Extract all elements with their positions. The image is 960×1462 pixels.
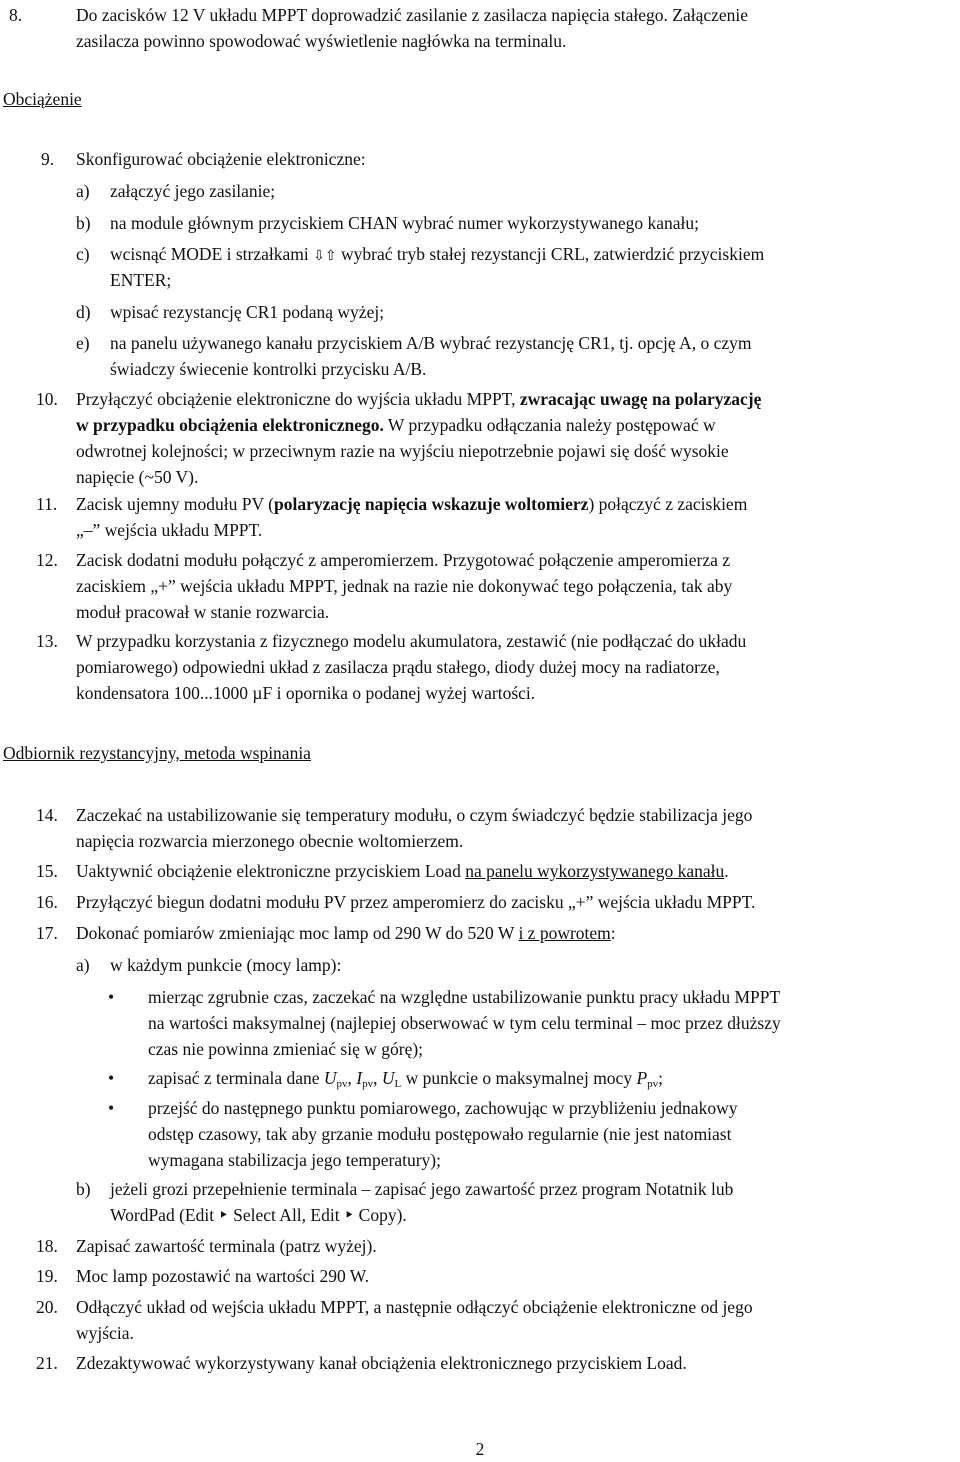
step-text: Przyłączyć obciążenie elektroniczne do wyjścia układu MPPT, xyxy=(76,389,520,409)
substep-label: a) xyxy=(76,955,90,975)
var-subscript: pv xyxy=(336,1078,348,1090)
bullet-text: na wartości maksymalnej (najlepiej obserwować w tym celu terminal – moc przez dłuższy xyxy=(148,1013,781,1033)
var-symbol: P xyxy=(636,1068,648,1088)
var-subscript: pv xyxy=(647,1078,659,1090)
step-text: Skonfigurować obciążenie elektroniczne: xyxy=(76,149,366,169)
step-underlined: i z powrotem xyxy=(518,923,611,943)
arrow-keys-icon: ⇩⇧ xyxy=(313,248,337,264)
step-text: zasilacza powinno spowodować wyświetlenie nagłówka na terminalu. xyxy=(76,31,567,51)
step-text: moduł pracował w stanie rozwarcia. xyxy=(76,602,330,622)
substep-text: w każdym punkcie (mocy lamp): xyxy=(110,955,342,975)
step-text: Zapisać zawartość terminala (patrz wyżej). xyxy=(76,1236,377,1256)
step-number: 13. xyxy=(36,631,58,651)
section-heading-load: Obciążenie xyxy=(3,89,82,109)
step-number: 21. xyxy=(36,1353,58,1373)
var-symbol: U xyxy=(381,1068,395,1088)
step-number: 15. xyxy=(36,861,58,881)
substep-label: d) xyxy=(76,302,91,322)
substep-text: wcisnąć MODE i strzałkami xyxy=(110,244,309,264)
step-number: 16. xyxy=(36,892,58,912)
bullet-text: , xyxy=(347,1068,357,1088)
step-text: pomiarowego) odpowiedni układ z zasilacza prądu stałego, diody dużej mocy na radiatorze, xyxy=(76,657,720,677)
step-text: Zacisk ujemny modułu PV ( xyxy=(76,494,274,514)
step-text: zaciskiem „+” wejścia układu MPPT, jednak na razie nie dokonywać tego połączenia, tak aby xyxy=(76,576,733,596)
step-number: 10. xyxy=(36,389,58,409)
step-number: 19. xyxy=(36,1266,58,1286)
step-emphasis: polaryzację napięcia wskazuje woltomierz xyxy=(274,494,589,514)
bullet-mark: • xyxy=(108,987,115,1007)
step-text: Odłączyć układ od wejścia układu MPPT, a następnie odłączyć obciążenie elektroniczne od jego xyxy=(76,1297,753,1317)
step-text: Zdezaktywować wykorzystywany kanał obciążenia elektronicznego przyciskiem Load. xyxy=(76,1353,687,1373)
substep-text: ENTER; xyxy=(110,270,172,290)
step-text: Moc lamp pozostawić na wartości 290 W. xyxy=(76,1266,370,1286)
substep-label: b) xyxy=(76,213,91,233)
step-text: Uaktywnić obciążenie elektroniczne przyciskiem Load xyxy=(76,861,466,881)
bullet-text: mierząc zgrubnie czas, zaczekać na względne ustabilizowanie punktu pracy układu MPPT xyxy=(148,987,781,1007)
bullet-text: ; xyxy=(658,1068,664,1088)
step-number: 9. xyxy=(41,149,55,169)
var-subscript: pv xyxy=(362,1078,374,1090)
step-text: napięcia rozwarcia mierzonego obecnie woltomierzem. xyxy=(76,831,464,851)
substep-label: b) xyxy=(76,1179,91,1199)
bullet-text: przejść do następnego punktu pomiarowego, zachowując w przybliżeniu jednakowy xyxy=(148,1098,738,1118)
step-number: 17. xyxy=(36,923,58,943)
step-text: wyjścia. xyxy=(76,1323,134,1343)
substep-text: na module głównym przyciskiem CHAN wybrać numer wykorzystywanego kanału; xyxy=(110,213,700,233)
step-number: 20. xyxy=(36,1297,58,1317)
bullet-text: , xyxy=(373,1068,382,1088)
step-text: odwrotnej kolejności; w przeciwnym razie na wyjściu niepotrzebnie pojawi się dość wysokie xyxy=(76,441,729,461)
step-text: napięcie (~50 V). xyxy=(76,467,199,487)
step-text: Dokonać pomiarów zmieniając moc lamp od 290 W do 520 W xyxy=(76,923,519,943)
step-text: Zaczekać na ustabilizowanie się temperatury modułu, o czym świadczyć będzie stabilizacja jego xyxy=(76,805,753,825)
step-number: 12. xyxy=(36,550,58,570)
substep-text: wpisać rezystancję CR1 podaną wyżej; xyxy=(110,302,385,322)
step-text: kondensatora 100...1000 µF i opornika o podanej wyżej wartości. xyxy=(76,683,536,703)
step-text: : xyxy=(610,923,616,943)
substep-text: świadczy świecenie kontrolki przycisku A/B. xyxy=(110,359,427,379)
step-number: 11. xyxy=(36,494,58,514)
bullet-text: zapisać z terminala dane xyxy=(148,1068,324,1088)
substep-label: a) xyxy=(76,181,90,201)
substep-text: jeżeli grozi przepełnienie terminala – zapisać jego zawartość przez program Notatnik lub xyxy=(110,1179,734,1199)
step-text: Zacisk dodatni modułu połączyć z amperomierzem. Przygotować połączenie amperomierza z xyxy=(76,550,731,570)
step-text: W przypadku odłączania należy postępować w xyxy=(383,415,716,435)
step-text: Do zacisków 12 V układu MPPT doprowadzić zasilanie z zasilacza napięcia stałego. Załączenie xyxy=(76,5,749,25)
substep-label: e) xyxy=(76,333,90,353)
bullet-text: w punkcie o maksymalnej mocy xyxy=(401,1068,637,1088)
substep-label: c) xyxy=(76,244,90,264)
step-number: 18. xyxy=(36,1236,58,1256)
bullet-text: czas nie powinna zmieniać się w górę); xyxy=(148,1039,424,1059)
step-text: Przyłączyć biegun dodatni modułu PV przez amperomierz do zacisku „+” wejścia układu MPPT. xyxy=(76,892,756,912)
var-subscript: L xyxy=(394,1078,402,1090)
bullet-mark: • xyxy=(108,1068,115,1088)
step-underlined: na panelu wykorzystywanego kanału xyxy=(465,861,725,881)
step-emphasis: w przypadku obciążenia elektronicznego. xyxy=(76,415,384,435)
page-number: 2 xyxy=(475,1439,485,1459)
step-emphasis: zwracając uwagę na polaryzację xyxy=(519,389,762,409)
substep-text: załączyć jego zasilanie; xyxy=(110,181,276,201)
substep-text: WordPad (Edit ‣ Select All, Edit ‣ Copy). xyxy=(110,1205,407,1225)
step-text: „–” wejścia układu MPPT. xyxy=(76,520,263,540)
step-number: 14. xyxy=(36,805,58,825)
step-text: W przypadku korzystania z fizycznego modelu akumulatora, zestawić (nie podłączać do układu xyxy=(76,631,747,651)
substep-text: wybrać tryb stałej rezystancji CRL, zatwierdzić przyciskiem xyxy=(340,244,765,264)
section-heading-resistive: Odbiornik rezystancyjny, metoda wspinania xyxy=(3,743,311,763)
bullet-mark: • xyxy=(108,1098,115,1118)
var-symbol: I xyxy=(356,1068,363,1088)
step-text: . xyxy=(724,861,729,881)
substep-text: na panelu używanego kanału przyciskiem A/B wybrać rezystancję CR1, tj. opcję A, o czym xyxy=(110,333,752,353)
bullet-text: odstęp czasowy, tak aby grzanie modułu postępowało regularnie (nie jest natomiast xyxy=(148,1124,732,1144)
step-number: 8. xyxy=(9,5,23,25)
bullet-text: wymagana stabilizacja jego temperatury); xyxy=(148,1150,441,1170)
step-text: ) połączyć z zaciskiem xyxy=(588,494,748,514)
var-symbol: U xyxy=(323,1068,337,1088)
